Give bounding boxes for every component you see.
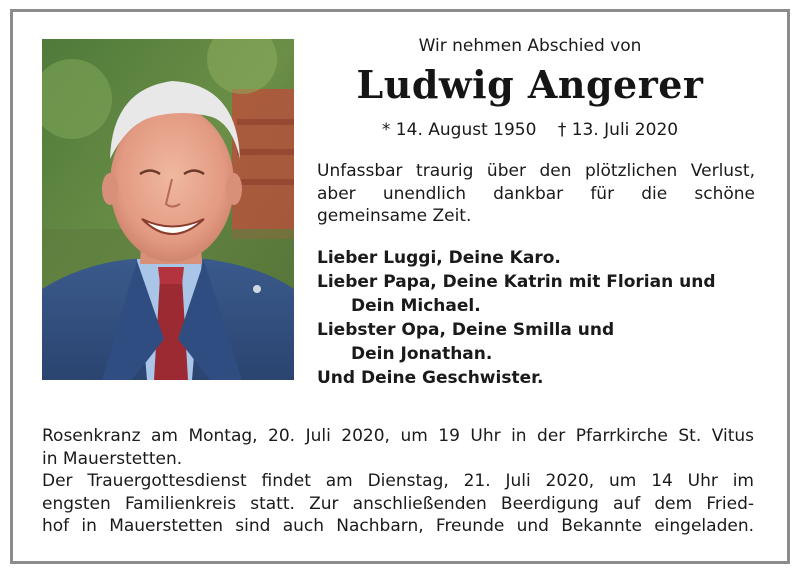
family-line: Lieber Papa, Deine Katrin mit Florian und [317, 272, 716, 292]
farewell-intro: Wir nehmen Abschied von [418, 36, 642, 56]
service-info [42, 425, 754, 538]
deceased-name: Ludwig Angerer [356, 62, 704, 107]
family-line: Und Deine Geschwister. [317, 368, 544, 388]
condolence-message: Unfassbar traurig über den plötzlichen Verlust, aber unendlich dankbar für die schöne gemeinsame Zeit. [317, 161, 755, 226]
family-line: Lieber Luggi, Deine Karo. [317, 248, 561, 268]
life-dates [310, 120, 750, 140]
death-date: † 13. Juli 2020 [557, 120, 679, 140]
birth-date: * 14. August 1950 [381, 120, 537, 140]
family-line: Liebster Opa, Deine Smilla und [317, 320, 615, 340]
info-line: Rosenkranz am Montag, 20. Juli 2020, um 19 Uhr in der Pfarrkirche St. Vitus [42, 426, 754, 446]
info-line: hof in Mauerstetten sind auch Nachbarn, Freunde und Bekannte eingeladen. [42, 516, 754, 536]
family-line: Dein Michael. [351, 296, 481, 316]
family-line: Dein Jonathan. [351, 344, 493, 364]
info-line: Der Trauergottesdienst findet am Dienstag, 21. Juli 2020, um 14 Uhr im [42, 471, 754, 491]
family-list [317, 246, 767, 390]
info-line: engsten Familienkreis statt. Zur anschließenden Beerdigung auf dem Fried- [42, 493, 754, 514]
portrait-photo [42, 39, 294, 380]
info-line: in Mauerstetten. [42, 448, 183, 469]
